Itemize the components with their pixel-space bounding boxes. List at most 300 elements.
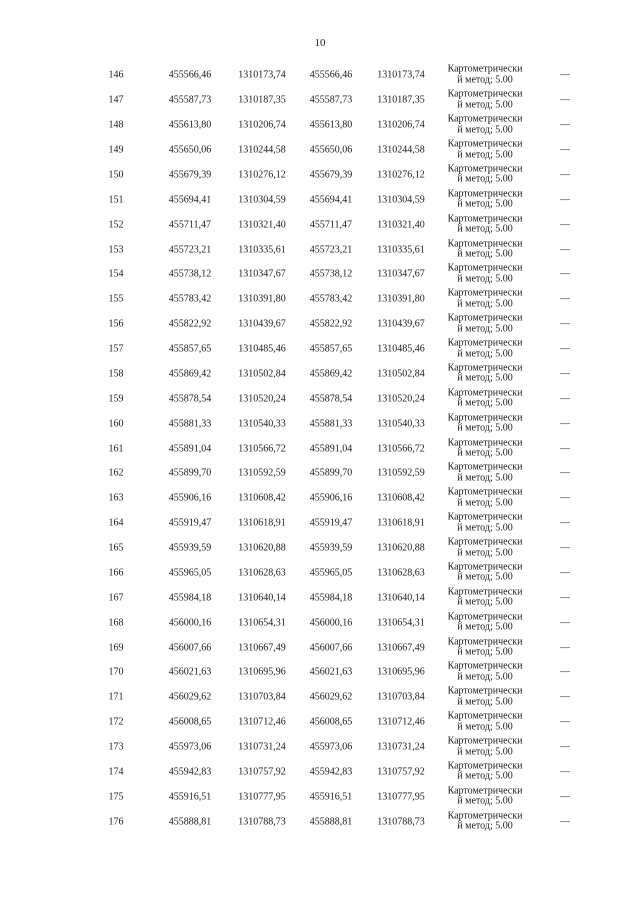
empty-value-dash: — [560,492,570,504]
method-line-2: й метод; 5.00 [457,397,513,409]
method-line-2: й метод; 5.00 [457,124,513,136]
method-line-1: Картометрически [447,710,523,722]
table-row [96,585,582,610]
coordinate-y-existing: 1310628,63 [238,567,286,579]
coordinate-y-new: 1310540,33 [377,418,425,430]
point-number: 157 [108,343,124,355]
table-row [96,511,582,536]
coordinate-x-existing: 455613,80 [168,119,212,131]
coordinate-y-new: 1310566,72 [377,443,425,455]
coordinate-x-new: 455891,04 [309,443,353,455]
point-number: 146 [108,69,124,81]
coordinate-y-existing: 1310502,84 [238,368,286,380]
table-row [96,536,582,561]
coordinate-y-existing: 1310391,80 [238,293,286,305]
coordinate-x-new: 455711,47 [309,219,353,231]
coordinate-y-existing: 1310439,67 [238,318,286,330]
table-row [96,710,582,735]
method-line-2: й метод; 5.00 [457,198,513,210]
empty-value-dash: — [560,219,570,231]
coordinate-y-new: 1310788,73 [377,816,425,828]
point-number: 170 [108,666,124,678]
empty-value-dash: — [560,119,570,131]
coordinate-x-new: 455613,80 [309,119,353,131]
method-line-1: Картометрически [447,287,523,299]
empty-value-dash: — [560,94,570,106]
coordinate-x-existing: 455869,42 [168,368,212,380]
method-line-1: Картометрически [447,88,523,100]
method-line-1: Картометрически [447,486,523,498]
point-number: 149 [108,144,124,156]
method-description [435,413,535,434]
coordinate-x-new: 455869,42 [309,368,353,380]
coordinates-table [96,63,582,834]
table-row [96,88,582,113]
coordinate-y-new: 1310187,35 [377,94,425,106]
table-row [96,760,582,785]
empty-value-dash: — [560,617,570,629]
table-row [96,685,582,710]
method-line-1: Картометрически [447,810,523,822]
table-row [96,660,582,685]
method-description [435,239,535,260]
coordinate-y-new: 1310654,31 [377,617,425,629]
method-description [435,786,535,807]
coordinate-x-new: 455973,06 [309,741,353,753]
method-line-2: й метод; 5.00 [457,472,513,484]
empty-value-dash: — [560,318,570,330]
coordinate-y-new: 1310335,61 [377,244,425,256]
empty-value-dash: — [560,467,570,479]
coordinate-x-new: 455723,21 [309,244,353,256]
method-description [435,90,535,111]
coordinate-y-existing: 1310712,46 [238,716,286,728]
coordinate-y-new: 1310520,24 [377,393,425,405]
point-number: 156 [108,318,124,330]
point-number: 147 [108,94,124,106]
coordinate-y-new: 1310244,58 [377,144,425,156]
method-line-2: й метод; 5.00 [457,770,513,782]
point-number: 158 [108,368,124,380]
coordinate-y-new: 1310640,14 [377,592,425,604]
point-number: 165 [108,542,124,554]
method-line-2: й метод; 5.00 [457,298,513,310]
method-description [435,214,535,235]
table-row [96,735,582,760]
method-line-1: Картометрически [447,213,523,225]
coordinate-y-new: 1310731,24 [377,741,425,753]
method-description [435,339,535,360]
method-line-1: Картометрически [447,561,523,573]
coordinate-y-new: 1310620,88 [377,542,425,554]
table-row [96,635,582,660]
coordinate-y-existing: 1310777,95 [238,791,286,803]
method-line-1: Картометрически [447,785,523,797]
coordinate-x-existing: 455723,21 [168,244,212,256]
method-line-1: Картометрически [447,262,523,274]
point-number: 150 [108,169,124,181]
coordinate-y-new: 1310439,67 [377,318,425,330]
coordinate-x-existing: 455916,51 [168,791,212,803]
empty-value-dash: — [560,542,570,554]
method-line-1: Картометрически [447,586,523,598]
point-number: 175 [108,791,124,803]
method-description [435,562,535,583]
method-line-1: Картометрически [447,113,523,125]
method-line-2: й метод; 5.00 [457,173,513,185]
coordinate-x-new: 456008,65 [309,716,353,728]
coordinate-x-new: 455587,73 [309,94,353,106]
coordinate-y-existing: 1310608,42 [238,492,286,504]
empty-value-dash: — [560,244,570,256]
method-line-2: й метод; 5.00 [457,696,513,708]
coordinate-y-existing: 1310695,96 [238,666,286,678]
point-number: 154 [108,268,124,280]
coordinate-y-new: 1310757,92 [377,766,425,778]
point-number: 164 [108,517,124,529]
point-number: 176 [108,816,124,828]
coordinate-y-new: 1310206,74 [377,119,425,131]
empty-value-dash: — [560,268,570,280]
coordinate-x-new: 456007,66 [309,642,353,654]
method-line-2: й метод; 5.00 [457,795,513,807]
coordinate-y-existing: 1310347,67 [238,268,286,280]
coordinate-x-existing: 455984,18 [168,592,212,604]
coordinate-x-existing: 455939,59 [168,542,212,554]
method-line-1: Картометрически [447,636,523,648]
method-line-1: Картометрически [447,511,523,523]
empty-value-dash: — [560,393,570,405]
coordinate-y-new: 1310695,96 [377,666,425,678]
coordinate-y-existing: 1310731,24 [238,741,286,753]
coordinate-x-new: 455881,33 [309,418,353,430]
point-number: 155 [108,293,124,305]
method-description [435,612,535,633]
point-number: 168 [108,617,124,629]
coordinate-x-new: 455878,54 [309,393,353,405]
point-number: 169 [108,642,124,654]
coordinate-x-new: 455942,83 [309,766,353,778]
point-number: 152 [108,219,124,231]
coordinate-x-new: 455566,46 [309,69,353,81]
table-row [96,63,582,88]
coordinate-x-existing: 455891,04 [168,443,212,455]
method-line-1: Картометрически [447,461,523,473]
coordinate-x-existing: 455973,06 [168,741,212,753]
coordinate-y-existing: 1310667,49 [238,642,286,654]
coordinate-y-new: 1310321,40 [377,219,425,231]
table-row [96,486,582,511]
table-row [96,411,582,436]
method-line-2: й метод; 5.00 [457,547,513,559]
coordinate-y-existing: 1310335,61 [238,244,286,256]
coordinate-x-existing: 455919,47 [168,517,212,529]
coordinate-y-existing: 1310703,84 [238,691,286,703]
point-number: 148 [108,119,124,131]
coordinate-x-existing: 455822,92 [168,318,212,330]
point-number: 151 [108,194,124,206]
table-row [96,212,582,237]
coordinate-y-existing: 1310618,91 [238,517,286,529]
method-line-2: й метод; 5.00 [457,99,513,111]
coordinate-y-existing: 1310244,58 [238,144,286,156]
coordinate-y-new: 1310618,91 [377,517,425,529]
coordinate-x-new: 455984,18 [309,592,353,604]
method-line-2: й метод; 5.00 [457,422,513,434]
coordinate-y-new: 1310173,74 [377,69,425,81]
method-description [435,761,535,782]
method-line-2: й метод; 5.00 [457,671,513,683]
coordinate-y-new: 1310347,67 [377,268,425,280]
method-line-1: Картометрически [447,660,523,672]
method-line-1: Картометрически [447,412,523,424]
coordinate-y-existing: 1310566,72 [238,443,286,455]
method-description [435,438,535,459]
method-description [435,513,535,534]
method-line-2: й метод; 5.00 [457,621,513,633]
method-line-1: Картометрически [447,387,523,399]
coordinate-y-new: 1310304,59 [377,194,425,206]
method-description [435,463,535,484]
table-row [96,113,582,138]
coordinate-x-new: 455679,39 [309,169,353,181]
table-row [96,187,582,212]
table-row [96,784,582,809]
coordinate-x-existing: 455694,41 [168,194,212,206]
empty-value-dash: — [560,816,570,828]
coordinate-y-new: 1310608,42 [377,492,425,504]
method-line-1: Картометрически [447,188,523,200]
method-description [435,164,535,185]
coordinate-x-existing: 455888,81 [168,816,212,828]
coordinate-x-new: 456021,63 [309,666,353,678]
empty-value-dash: — [560,69,570,81]
method-line-2: й метод; 5.00 [457,746,513,758]
coordinate-y-existing: 1310620,88 [238,542,286,554]
coordinate-x-new: 455650,06 [309,144,353,156]
coordinate-y-new: 1310712,46 [377,716,425,728]
point-number: 171 [108,691,124,703]
coordinate-y-new: 1310391,80 [377,293,425,305]
table-row [96,362,582,387]
table-row [96,610,582,635]
empty-value-dash: — [560,443,570,455]
point-number: 160 [108,418,124,430]
method-description [435,662,535,683]
coordinate-x-new: 455783,42 [309,293,353,305]
method-description [435,289,535,310]
method-description [435,712,535,733]
method-line-2: й метод; 5.00 [457,522,513,534]
coordinate-x-existing: 455965,05 [168,567,212,579]
coordinate-x-existing: 455650,06 [168,144,212,156]
method-description [435,363,535,384]
point-number: 162 [108,467,124,479]
method-line-2: й метод; 5.00 [457,497,513,509]
coordinate-x-new: 455822,92 [309,318,353,330]
coordinate-y-existing: 1310173,74 [238,69,286,81]
coordinate-x-new: 455899,70 [309,467,353,479]
method-line-1: Картометрически [447,362,523,374]
coordinate-x-existing: 455566,46 [168,69,212,81]
method-description [435,811,535,832]
coordinate-y-existing: 1310321,40 [238,219,286,231]
table-row [96,386,582,411]
method-line-1: Картометрически [447,611,523,623]
coordinate-x-new: 455939,59 [309,542,353,554]
method-description [435,488,535,509]
method-line-2: й метод; 5.00 [457,820,513,832]
page-number: 10 [314,37,326,49]
coordinate-x-existing: 456021,63 [168,666,212,678]
method-line-2: й метод; 5.00 [457,372,513,384]
point-number: 163 [108,492,124,504]
coordinate-x-existing: 455711,47 [168,219,212,231]
method-description [435,388,535,409]
empty-value-dash: — [560,144,570,156]
coordinate-y-new: 1310777,95 [377,791,425,803]
coordinate-y-existing: 1310757,92 [238,766,286,778]
empty-value-dash: — [560,666,570,678]
coordinate-x-new: 455919,47 [309,517,353,529]
coordinate-y-new: 1310502,84 [377,368,425,380]
table-row [96,561,582,586]
coordinate-y-existing: 1310485,46 [238,343,286,355]
table-row [96,312,582,337]
method-line-1: Картометрически [447,138,523,150]
coordinate-x-existing: 456029,62 [168,691,212,703]
coordinate-y-existing: 1310540,33 [238,418,286,430]
method-description [435,140,535,161]
coordinate-y-new: 1310703,84 [377,691,425,703]
point-number: 174 [108,766,124,778]
coordinate-x-existing: 455906,16 [168,492,212,504]
empty-value-dash: — [560,741,570,753]
method-description [435,189,535,210]
coordinate-y-new: 1310628,63 [377,567,425,579]
method-line-1: Картометрически [447,760,523,772]
method-line-1: Картометрически [447,312,523,324]
coordinate-x-existing: 455878,54 [168,393,212,405]
empty-value-dash: — [560,592,570,604]
coordinate-y-new: 1310667,49 [377,642,425,654]
table-row [96,262,582,287]
method-line-2: й метод; 5.00 [457,223,513,235]
method-description [435,637,535,658]
coordinate-x-existing: 455881,33 [168,418,212,430]
coordinate-y-new: 1310592,59 [377,467,425,479]
coordinate-x-existing: 455783,42 [168,293,212,305]
method-line-2: й метод; 5.00 [457,248,513,260]
method-line-2: й метод; 5.00 [457,571,513,583]
coordinate-y-existing: 1310304,59 [238,194,286,206]
method-line-1: Картометрически [447,536,523,548]
empty-value-dash: — [560,418,570,430]
coordinate-x-new: 455965,05 [309,567,353,579]
table-row [96,287,582,312]
method-line-1: Картометрически [447,238,523,250]
coordinate-y-new: 1310485,46 [377,343,425,355]
table-row [96,436,582,461]
coordinate-y-existing: 1310640,14 [238,592,286,604]
point-number: 161 [108,443,124,455]
method-line-1: Картометрически [447,735,523,747]
empty-value-dash: — [560,766,570,778]
empty-value-dash: — [560,567,570,579]
point-number: 172 [108,716,124,728]
method-line-2: й метод; 5.00 [457,646,513,658]
coordinate-x-new: 456000,16 [309,617,353,629]
method-description [435,115,535,136]
coordinate-x-existing: 456008,65 [168,716,212,728]
coordinate-y-existing: 1310187,35 [238,94,286,106]
empty-value-dash: — [560,293,570,305]
coordinate-y-new: 1310276,12 [377,169,425,181]
method-line-2: й метод; 5.00 [457,348,513,360]
method-description [435,65,535,86]
empty-value-dash: — [560,791,570,803]
empty-value-dash: — [560,169,570,181]
coordinate-x-existing: 455857,65 [168,343,212,355]
coordinate-x-new: 455916,51 [309,791,353,803]
coordinate-x-new: 455738,12 [309,268,353,280]
point-number: 173 [108,741,124,753]
point-number: 166 [108,567,124,579]
method-description [435,538,535,559]
coordinate-x-new: 455906,16 [309,492,353,504]
table-row [96,809,582,834]
table-row [96,237,582,262]
point-number: 159 [108,393,124,405]
method-line-2: й метод; 5.00 [457,149,513,161]
coordinate-x-existing: 455679,39 [168,169,212,181]
point-number: 153 [108,244,124,256]
method-line-2: й метод; 5.00 [457,273,513,285]
coordinate-y-existing: 1310654,31 [238,617,286,629]
method-line-1: Картометрически [447,685,523,697]
coordinate-y-existing: 1310788,73 [238,816,286,828]
method-line-1: Картометрически [447,63,523,75]
method-line-1: Картометрически [447,437,523,449]
coordinate-x-existing: 455942,83 [168,766,212,778]
coordinate-x-existing: 456000,16 [168,617,212,629]
method-line-2: й метод; 5.00 [457,447,513,459]
table-row [96,163,582,188]
empty-value-dash: — [560,642,570,654]
method-description [435,587,535,608]
coordinate-y-existing: 1310592,59 [238,467,286,479]
coordinate-x-existing: 455587,73 [168,94,212,106]
empty-value-dash: — [560,517,570,529]
empty-value-dash: — [560,194,570,206]
empty-value-dash: — [560,368,570,380]
method-line-2: й метод; 5.00 [457,596,513,608]
method-line-2: й метод; 5.00 [457,323,513,335]
coordinate-x-existing: 455899,70 [168,467,212,479]
method-line-2: й метод; 5.00 [457,74,513,86]
method-line-2: й метод; 5.00 [457,721,513,733]
coordinate-x-new: 455857,65 [309,343,353,355]
method-line-1: Картометрически [447,163,523,175]
table-row [96,337,582,362]
empty-value-dash: — [560,343,570,355]
coordinate-x-existing: 455738,12 [168,268,212,280]
coordinate-x-new: 455888,81 [309,816,353,828]
table-row [96,138,582,163]
method-description [435,314,535,335]
method-description [435,737,535,758]
point-number: 167 [108,592,124,604]
